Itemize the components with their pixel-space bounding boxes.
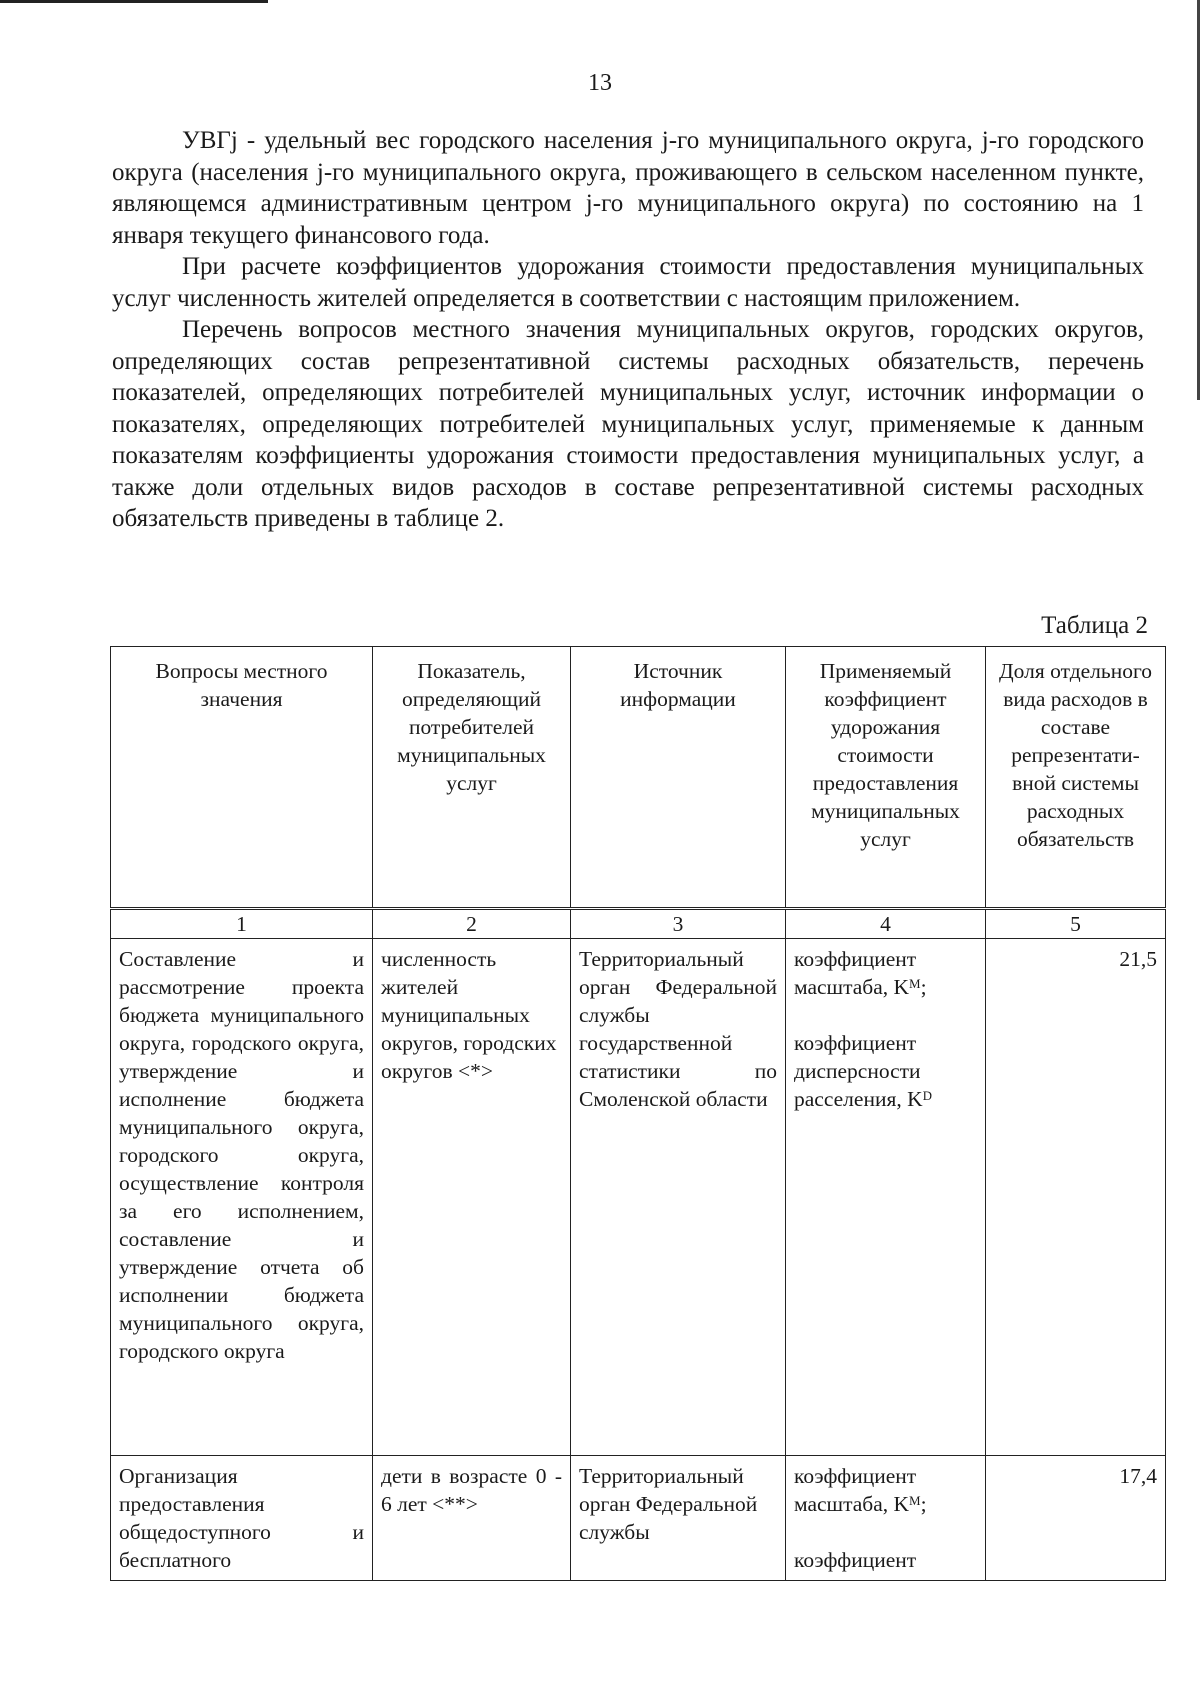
cell-share: 17,4 <box>986 1456 1166 1581</box>
cell-coefficient <box>786 939 986 1456</box>
cell-indicator: численность жителей муниципальных округов, городских округов <*> <box>373 939 571 1456</box>
cell-indicator: дети в возрасте 0 - 6 лет <**> <box>373 1456 571 1581</box>
column-number: 4 <box>786 909 986 939</box>
table-caption: Таблица 2 <box>1041 612 1148 639</box>
column-number-row <box>111 909 1166 939</box>
column-number: 1 <box>111 909 373 939</box>
table-row <box>111 939 1166 1456</box>
cell-question: Составление и рассмотрение проекта бюджета муниципального округа, городского округа, утверждение и исполнение бюджета муниципального округа, городского округа, осуществление контроля за его исполнением, составление и утверждение отчета об исполнении бюджета муниципального округа, городского округа <box>111 939 373 1456</box>
cell-share: 21,5 <box>986 939 1166 1456</box>
header-questions: Вопросы местного значения <box>111 647 373 909</box>
expenditure-table <box>110 646 1166 1581</box>
header-coefficient: Применяемый коэффициент удорожания стоимости предоставления муниципальных услуг <box>786 647 986 909</box>
coefficient-scale: коэффициент масштаба, Kᴹ; <box>794 947 927 999</box>
column-number: 2 <box>373 909 571 939</box>
page-number: 13 <box>588 70 612 96</box>
header-source: Источник информации <box>571 647 786 909</box>
paragraph-uvg-definition: УВГj - удельный вес городского населения j-го муниципального округа, j-го городского округа (населения j-го муниципального округа, проживающего в сельском населенном пункте, являющемся административным центром j-го муниципального округа) по состоянию на 1 января текущего финансового года. <box>112 127 1144 249</box>
column-number: 5 <box>986 909 1166 939</box>
coefficient-second: коэффициент <box>794 1548 917 1572</box>
cell-source: Территориальный орган Федеральной службы <box>571 1456 786 1581</box>
paragraph-table-intro: Перечень вопросов местного значения муниципальных округов, городских округов, определяющих состав репрезентативной системы расходных обязательств, перечень показателей, определяющих потребителей муниципальных услуг, источник информации о показателях, определяющих потребителей муниципальных услуг, применяемые к данным показателям коэффициенты удорожания стоимости предоставления муниципальных услуг, а также доли отдельных видов расходов в составе репрезентативной системы расходных обязательств приведены в таблице 2. <box>112 316 1144 532</box>
header-indicator: Показатель, определяющий потребителей муниципальных услуг <box>373 647 571 909</box>
body-text <box>112 125 1144 535</box>
coefficient-scale: коэффициент масштаба, Kᴹ; <box>794 1464 927 1516</box>
paragraph-population-rule: При расчете коэффициентов удорожания стоимости предоставления муниципальных услуг численность жителей определяется в соответствии с настоящим приложением. <box>112 253 1144 312</box>
table-header-row <box>111 647 1166 909</box>
cell-source: Территориальный орган Федеральной службы государственной статистики по Смоленской области <box>571 939 786 1456</box>
cell-coefficient <box>786 1456 986 1581</box>
top-edge-rule <box>0 0 268 3</box>
cell-question: Организация предоставления общедоступного и бесплатного <box>111 1456 373 1581</box>
table-row <box>111 1456 1166 1581</box>
column-number: 3 <box>571 909 786 939</box>
header-share: Доля отдельного вида расходов в составе репрезентати-вной системы расходных обязательств <box>986 647 1166 909</box>
coefficient-dispersion: коэффициент дисперсности расселения, Kᴰ <box>794 1031 932 1111</box>
